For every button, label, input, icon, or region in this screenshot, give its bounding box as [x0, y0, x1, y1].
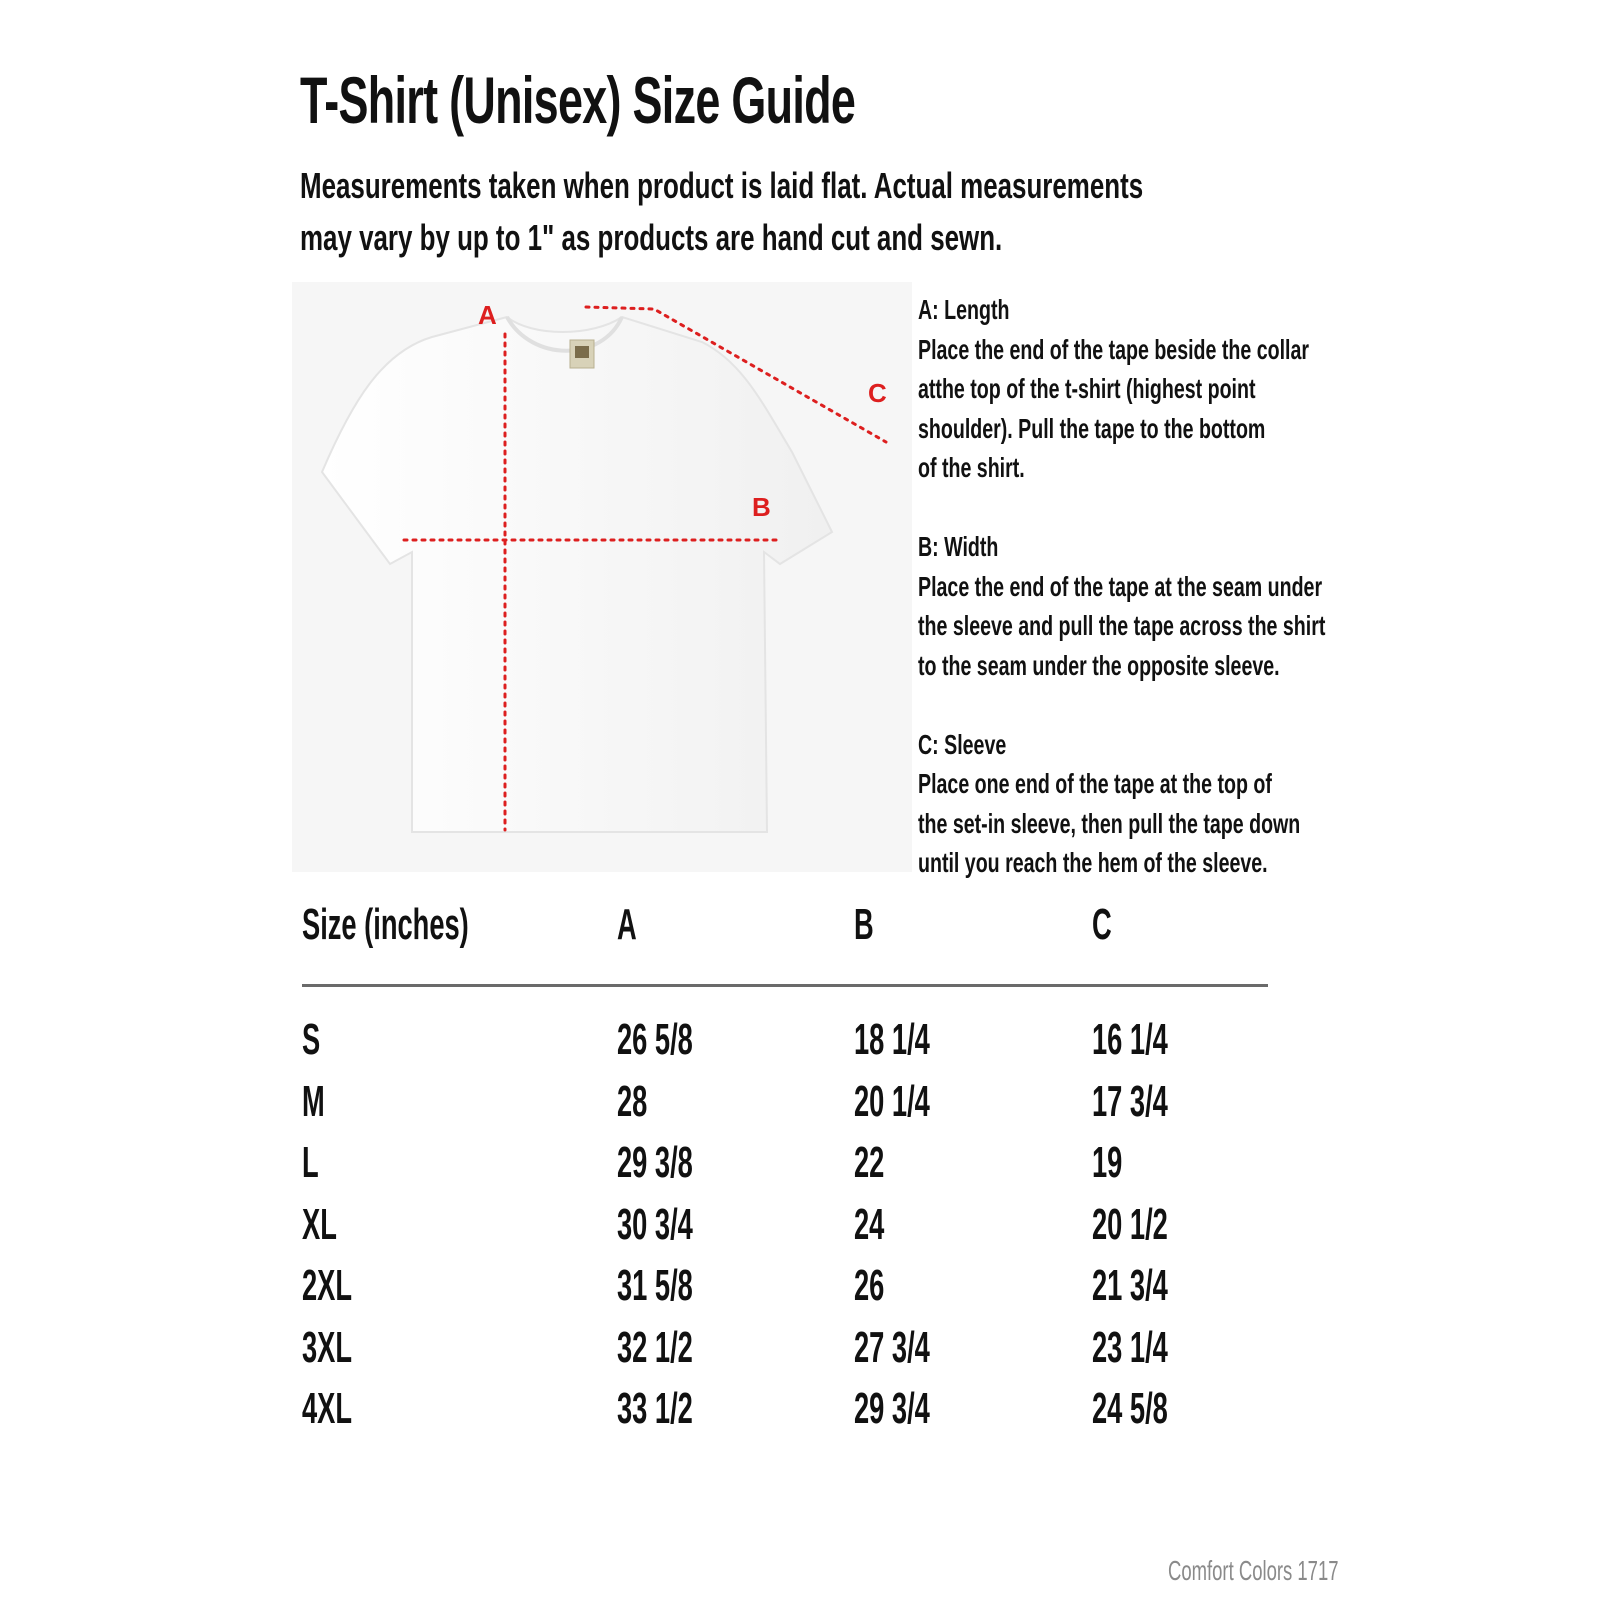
table-cell: 29 3/4	[854, 1384, 930, 1433]
guide-line: Place the end of the tape beside the collar	[918, 333, 1310, 365]
guide-line: until you reach the hem of the sleeve.	[918, 847, 1268, 878]
table-cell: 20 1/4	[854, 1076, 930, 1126]
table-cell: 4XL	[302, 1384, 353, 1433]
table-cell: 20 1/2	[1092, 1199, 1168, 1249]
size-table	[302, 900, 1272, 1446]
table-cell: 17 3/4	[1092, 1076, 1168, 1126]
label-c: C	[868, 378, 887, 408]
table-cell: 29 3/8	[617, 1138, 693, 1187]
table-row	[302, 1200, 1272, 1262]
table-cell: 23 1/4	[1092, 1322, 1168, 1372]
table-cell: 27 3/4	[854, 1322, 930, 1372]
header-a: A	[617, 900, 637, 949]
guide-line: to the seam under the opposite sleeve.	[918, 649, 1280, 681]
guide-line: Place one end of the tape at the top of	[918, 768, 1272, 799]
guide-line: the sleeve and pull the tape across the shirt	[918, 610, 1326, 641]
table-body	[302, 1015, 1272, 1446]
table-cell: 33 1/2	[617, 1384, 693, 1433]
table-cell: 28	[617, 1076, 648, 1126]
tshirt-shape	[322, 317, 832, 832]
guide-line: Place the end of the tape at the seam under	[918, 570, 1323, 602]
guide-sleeve	[918, 725, 1398, 883]
brand-label: Comfort Colors 1717	[1168, 1555, 1339, 1586]
table-cell: 26	[854, 1261, 885, 1310]
label-a: A	[478, 300, 497, 330]
table-cell: 16 1/4	[1092, 1015, 1168, 1064]
page-title: T-Shirt (Unisex) Size Guide	[300, 63, 856, 137]
table-cell: 31 5/8	[617, 1261, 693, 1310]
table-cell: L	[302, 1138, 319, 1187]
subtitle-line: Measurements taken when product is laid flat. Actual measurements	[300, 165, 1144, 206]
table-row	[302, 1138, 1272, 1200]
guide-heading: C: Sleeve	[918, 728, 1007, 760]
table-header	[302, 900, 1272, 984]
header-divider	[302, 984, 1268, 987]
table-cell: XL	[302, 1199, 337, 1249]
label-b: B	[752, 492, 771, 522]
table-row	[302, 1323, 1272, 1385]
guide-line: the set-in sleeve, then pull the tape down	[918, 807, 1301, 839]
guide-heading: B: Width	[918, 531, 999, 562]
guide-line: atthe top of the t-shirt (highest point	[918, 373, 1256, 404]
table-row	[302, 1384, 1272, 1446]
header-size: Size (inches)	[302, 900, 469, 949]
measurement-guide	[918, 290, 1398, 922]
table-row	[302, 1261, 1272, 1323]
table-cell: S	[302, 1015, 321, 1064]
header-c: C	[1092, 900, 1112, 949]
table-row	[302, 1015, 1272, 1077]
table-cell: 26 5/8	[617, 1015, 693, 1064]
table-cell: 32 1/2	[617, 1322, 693, 1372]
table-cell: 2XL	[302, 1261, 353, 1310]
guide-line: shoulder). Pull the tape to the bottom	[918, 412, 1266, 444]
table-cell: 18 1/4	[854, 1015, 930, 1064]
table-cell: 3XL	[302, 1322, 353, 1372]
table-cell: 21 3/4	[1092, 1261, 1168, 1310]
table-cell: 24 5/8	[1092, 1384, 1168, 1433]
tshirt-diagram	[292, 282, 912, 872]
header-b: B	[854, 900, 874, 949]
table-row	[302, 1077, 1272, 1139]
guide-width	[918, 527, 1398, 685]
table-cell: 30 3/4	[617, 1199, 693, 1249]
subtitle	[300, 160, 1471, 264]
table-cell: 24	[854, 1199, 885, 1249]
guide-line: of the shirt.	[918, 452, 1025, 483]
guide-heading: A: Length	[918, 294, 1010, 325]
subtitle-line: may vary by up to 1" as products are hand cut and sewn.	[300, 217, 1003, 258]
guide-length	[918, 290, 1398, 488]
table-cell: M	[302, 1076, 325, 1126]
tshirt-illustration	[292, 282, 912, 872]
table-cell: 19	[1092, 1138, 1123, 1187]
table-cell: 22	[854, 1138, 885, 1187]
